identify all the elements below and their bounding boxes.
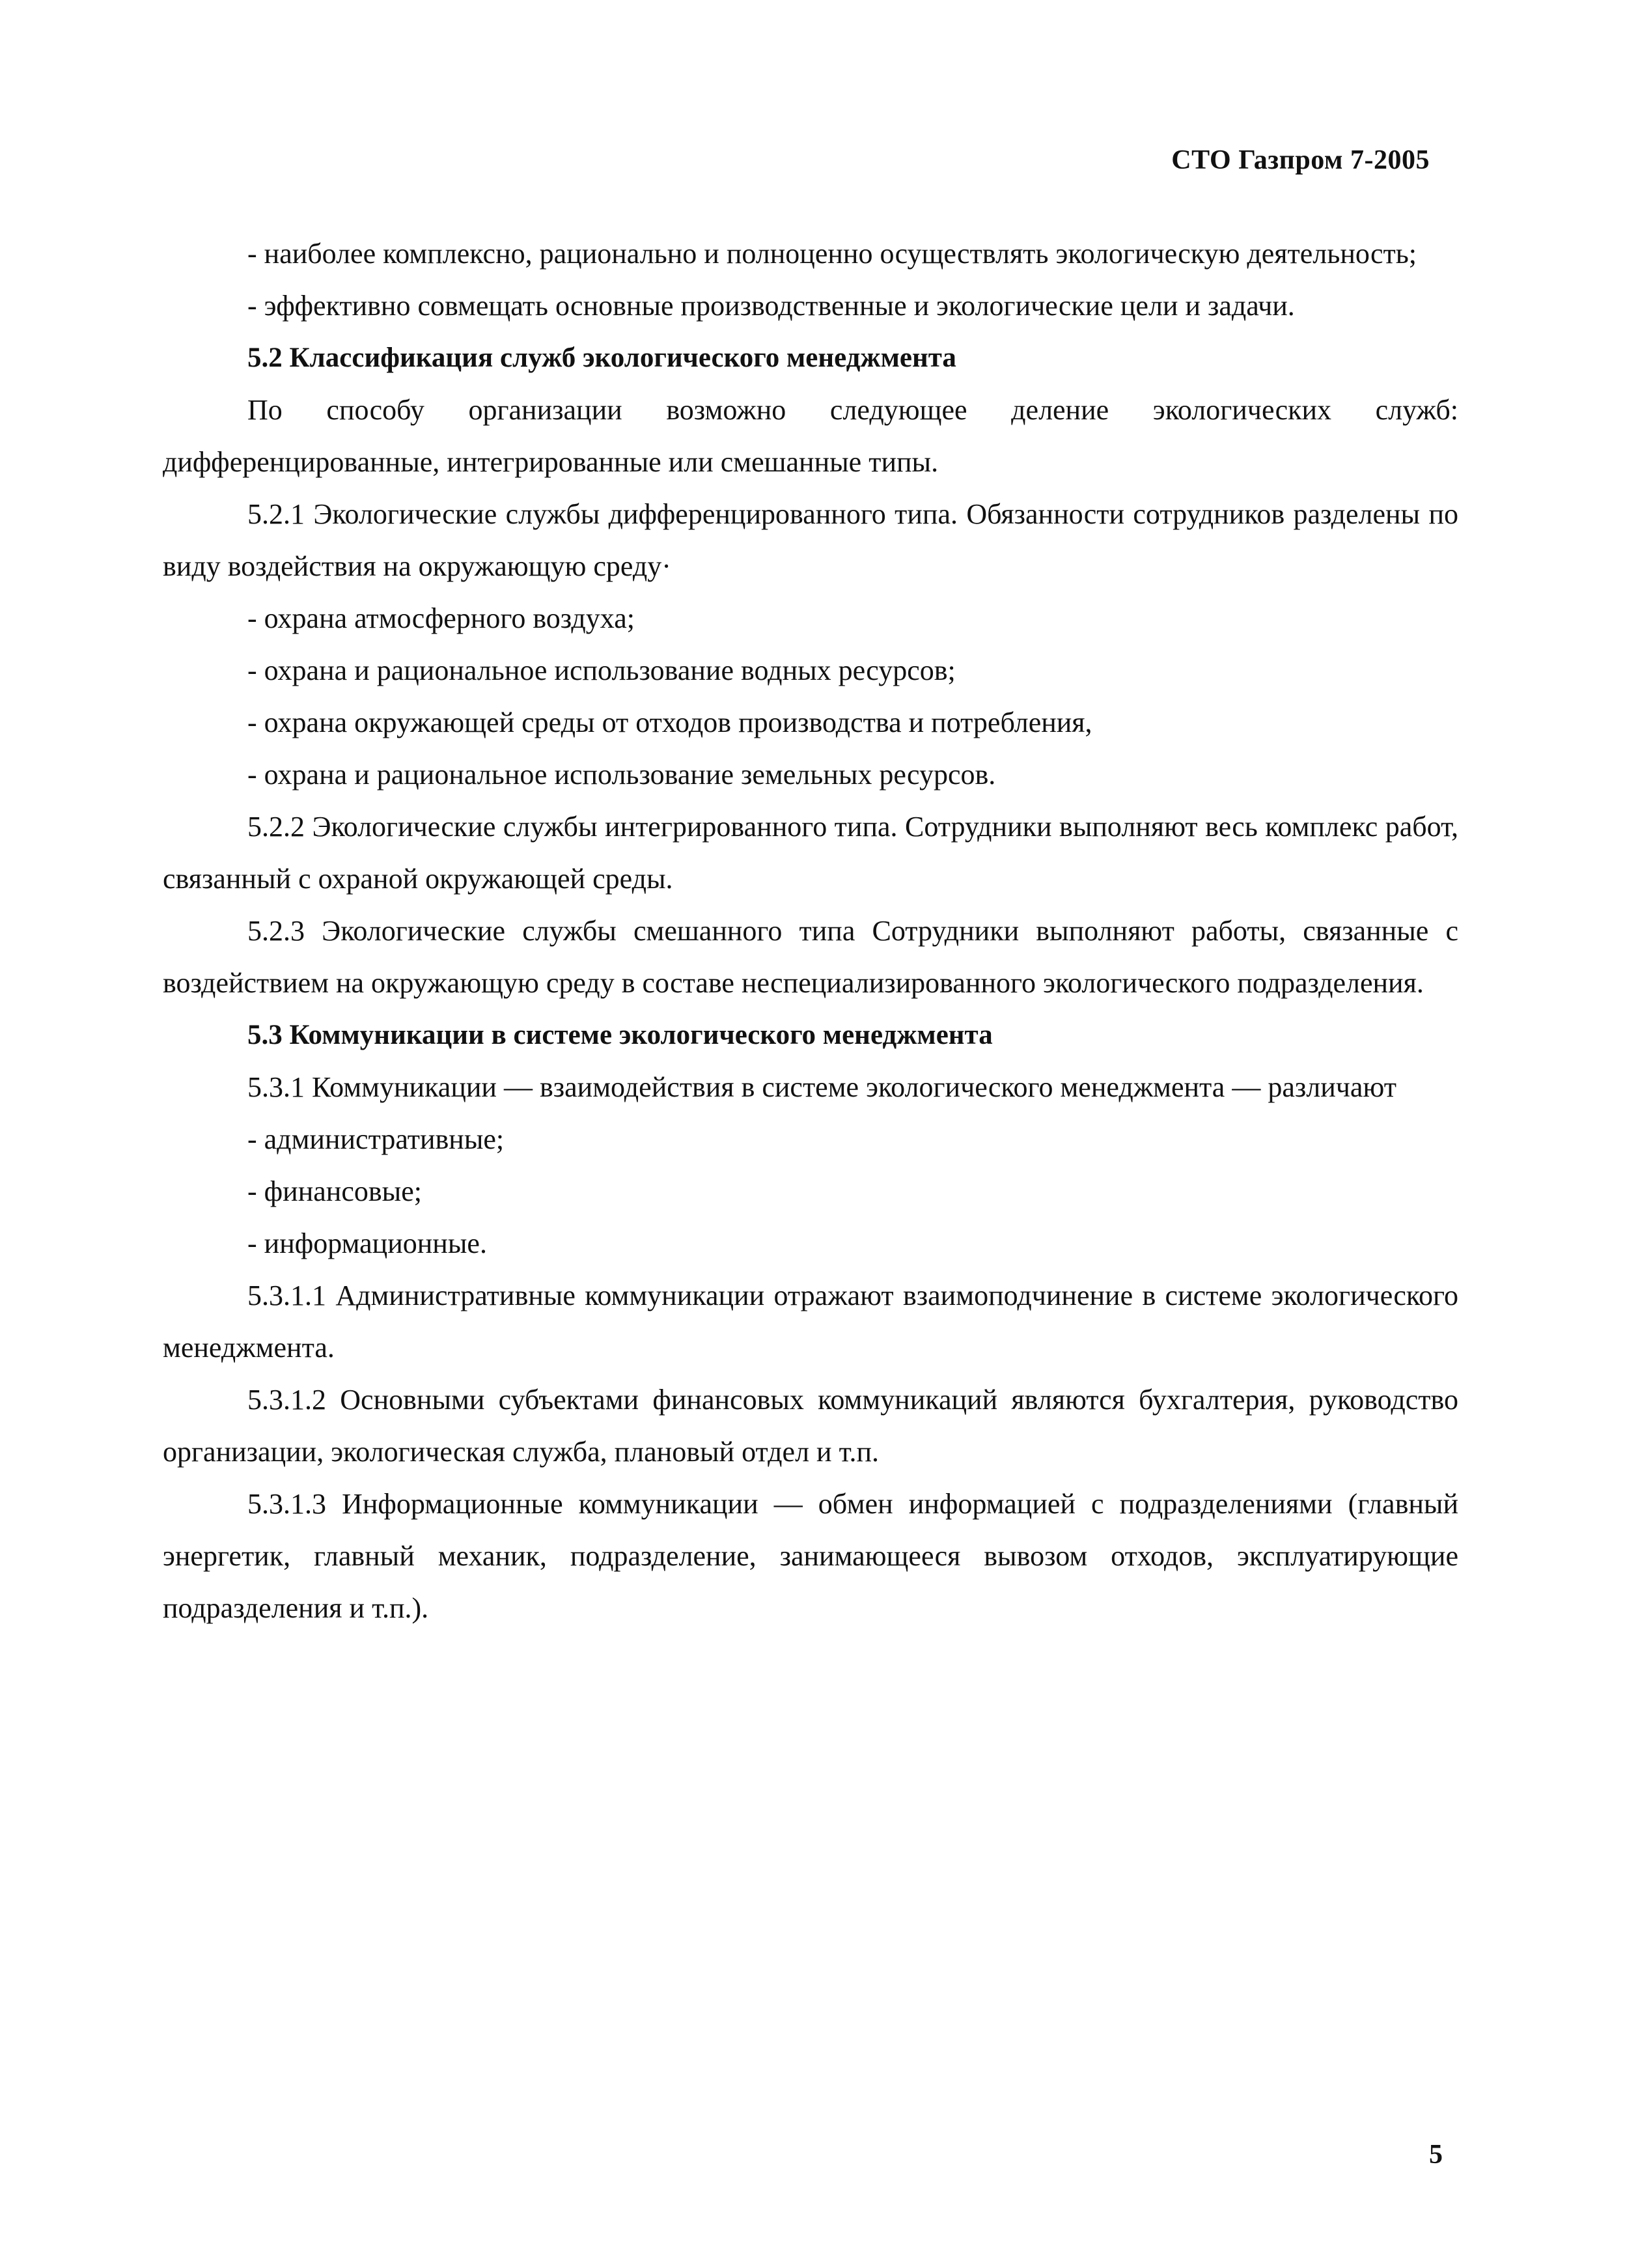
list-item: - охрана и рациональное использование земельных ресурсов. (247, 759, 996, 791)
list-item: - охрана и рациональное использование водных ресурсов; (247, 654, 956, 686)
section-heading-5-2: 5.2 Классификация служб экологического менеджмента (247, 343, 956, 373)
paragraph-5-3-1-2: 5.3.1.2 Основными субъектами финансовых коммуникаций являются бухгалтерия, руководство организации, экологическая служба, плановый отдел и т.п. (163, 1384, 1458, 1468)
section-heading-5-3: 5.3 Коммуникации в системе экологического менеджмента (247, 1020, 993, 1050)
document-header-code: СТО Газпром 7-2005 (1171, 145, 1430, 175)
paragraph-5-3-1-3: 5.3.1.3 Информационные коммуникации — обмен информацией с подразделениями (главный энергетик, главный механик, подразделение, занимающееся вывозом отходов, эксплуатирующие подразделения и т.п.). (163, 1488, 1458, 1624)
list-item: - эффективно совмещать основные производственные и экологические цели и задачи. (247, 290, 1295, 322)
paragraph-5-3-1-1: 5.3.1.1 Административные коммуникации отражают взаимоподчинение в системе экологического менеджмента. (163, 1280, 1458, 1364)
paragraph-5-2-1: 5.2.1 Экологические службы дифференцированного типа. Обязанности сотрудников разделены по виду воздействия на окружающую среду· (163, 498, 1458, 582)
list-item: - финансовые; (247, 1175, 422, 1207)
paragraph: По способу организации возможно следующее деление экологических служб: дифференцированные, интегрированные или смешанные типы. (163, 394, 1458, 478)
list-item: - охрана окружающей среды от отходов производства и потребления, (247, 707, 1092, 738)
list-item: - охрана атмосферного воздуха; (247, 602, 635, 634)
document-body (163, 228, 1458, 1634)
list-item: - информационные. (247, 1227, 487, 1259)
list-item: - административные; (247, 1123, 505, 1155)
paragraph-5-3-1: 5.3.1 Коммуникации — взаимодействия в системе экологического менеджмента — различают (247, 1071, 1396, 1103)
paragraph-5-2-3: 5.2.3 Экологические службы смешанного типа Сотрудники выполняют работы, связанные с воздействием на окружающую среду в составе неспециализированного экологического подразделения. (163, 915, 1458, 999)
paragraph-5-2-2: 5.2.2 Экологические службы интегрированного типа. Сотрудники выполняют весь комплекс работ, связанный с охраной окружающей среды. (163, 811, 1458, 895)
page-number: 5 (1429, 2140, 1443, 2170)
list-item: - наиболее комплексно, рационально и полноценно осуществлять экологическую деятельность; (247, 238, 1417, 270)
